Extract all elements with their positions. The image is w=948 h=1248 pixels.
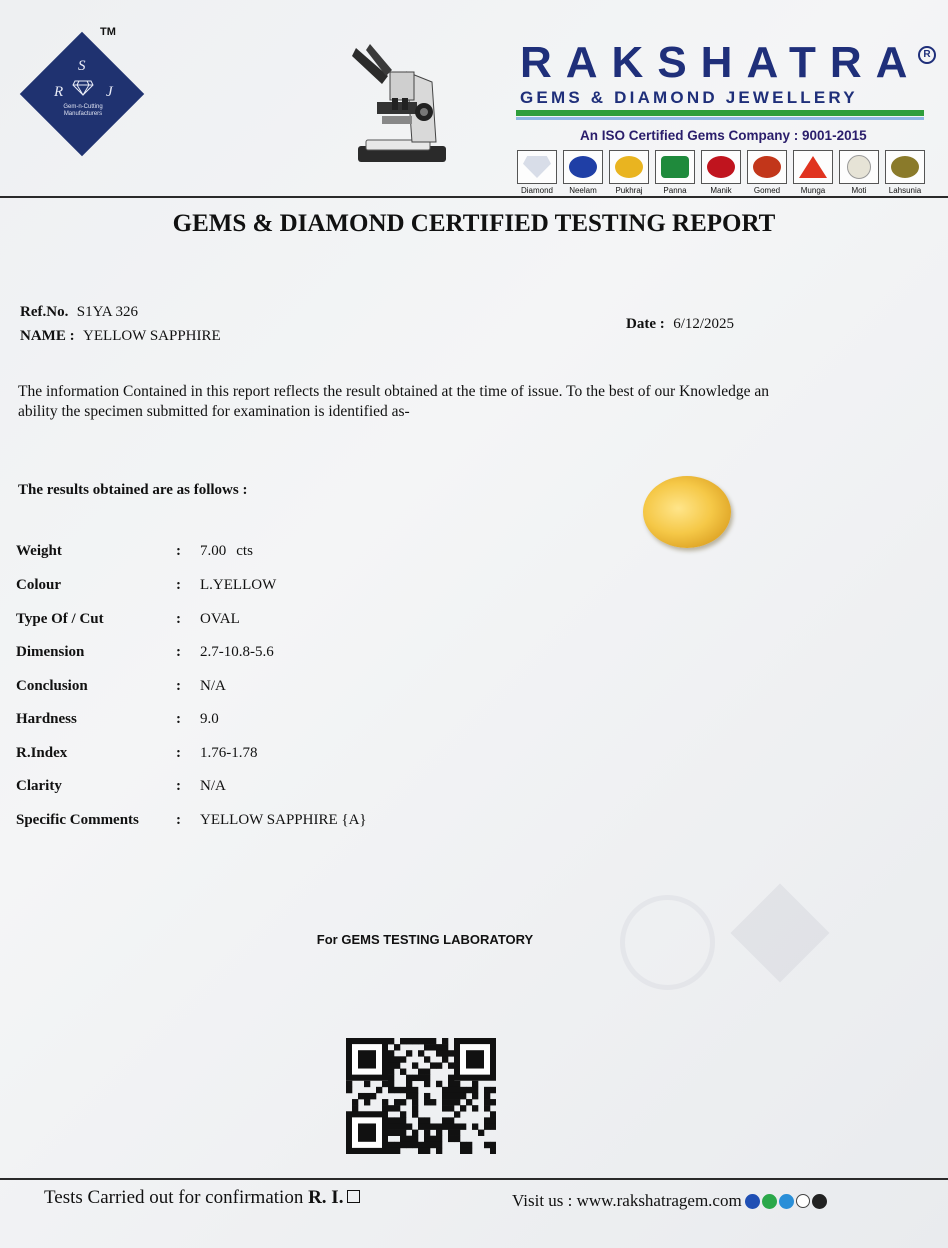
logo-tagline: Gem-n-Cutting Manufacturers xyxy=(63,104,103,117)
footer-confirmation-text: Tests Carried out for confirmation xyxy=(44,1187,304,1208)
diamond-gem-icon xyxy=(523,156,551,178)
result-label: Hardness xyxy=(16,711,77,727)
instagram-icon[interactable] xyxy=(812,1194,827,1209)
moti-gem-icon xyxy=(847,155,871,179)
website-link[interactable]: Visit us : www.rakshatragem.com xyxy=(512,1191,742,1210)
result-value: 2.7-10.8-5.6 xyxy=(200,644,274,660)
result-colon: : xyxy=(176,543,181,559)
ref-value: S1YA 326 xyxy=(76,304,139,320)
result-unit: cts xyxy=(236,543,253,559)
result-colon: : xyxy=(176,812,181,828)
result-value: 7.00 xyxy=(200,543,227,559)
date-label: Date : xyxy=(626,316,665,332)
facebook-icon[interactable] xyxy=(745,1194,760,1209)
result-value: L.YELLOW xyxy=(200,577,277,593)
gem-moti: Moti xyxy=(838,150,880,195)
result-value: N/A xyxy=(200,678,226,694)
header-divider xyxy=(0,196,948,198)
diamond-outline-icon xyxy=(72,80,94,96)
whatsapp-icon[interactable] xyxy=(762,1194,777,1209)
result-value: N/A xyxy=(200,778,226,794)
result-label: Conclusion xyxy=(16,678,88,694)
result-value: YELLOW SAPPHIRE {A} xyxy=(200,812,367,828)
result-colon: : xyxy=(176,778,181,794)
lahsunia-gem-icon xyxy=(891,156,919,178)
date-value: 6/12/2025 xyxy=(673,316,735,332)
checkbox-icon xyxy=(347,1190,360,1203)
result-row-conclusion xyxy=(16,678,226,695)
result-colon: : xyxy=(176,644,181,660)
logo-letter-s: S xyxy=(78,58,86,74)
date-line xyxy=(626,315,734,333)
neelam-gem-icon xyxy=(569,156,597,178)
registered-mark: R xyxy=(918,46,936,64)
youtube-icon[interactable] xyxy=(796,1194,810,1208)
result-label: Specific Comments xyxy=(16,812,139,828)
results-heading: The results obtained are as follows : xyxy=(18,482,248,498)
panna-gem-icon xyxy=(661,156,689,178)
ref-label: Ref.No. xyxy=(20,304,69,320)
intro-paragraph: The information Contained in this report reflects the result obtained at the time of issue. To the best of our Knowledge an ability the specimen submitted for examination is identified as- xyxy=(18,383,770,420)
result-value: 1.76-1.78 xyxy=(200,745,258,761)
name-value: YELLOW SAPPHIRE xyxy=(83,328,221,344)
footer-website xyxy=(512,1191,827,1211)
result-colon: : xyxy=(176,611,181,627)
manik-gem-icon xyxy=(707,156,735,178)
result-label: Dimension xyxy=(16,644,85,660)
gomed-gem-icon xyxy=(753,156,781,178)
result-label: Weight xyxy=(16,543,62,559)
result-row-rindex xyxy=(16,745,258,762)
blue-stripe xyxy=(516,117,924,120)
result-value: OVAL xyxy=(200,611,240,627)
footer-ri-label: R. I. xyxy=(308,1187,344,1208)
ref-line xyxy=(20,303,138,321)
result-value: 9.0 xyxy=(200,711,219,727)
gem-panna: Panna xyxy=(654,150,696,195)
gem-neelam: Neelam xyxy=(562,150,604,195)
gem-manik: Manik xyxy=(700,150,742,195)
result-colon: : xyxy=(176,577,181,593)
result-row-comments xyxy=(16,812,367,829)
result-row-weight xyxy=(16,543,253,560)
qr-code[interactable] xyxy=(346,1038,496,1154)
result-label: Clarity xyxy=(16,778,62,794)
name-label: NAME : xyxy=(20,328,75,344)
result-row-colour xyxy=(16,577,276,594)
result-label: R.Index xyxy=(16,745,68,761)
name-line xyxy=(20,327,221,345)
footer-divider xyxy=(0,1178,948,1180)
twitter-icon[interactable] xyxy=(779,1194,794,1209)
brand-subtitle: GEMS & DIAMOND JEWELLERY xyxy=(520,88,858,107)
pukhraj-gem-icon xyxy=(615,156,643,178)
gem-gomed: Gomed xyxy=(746,150,788,195)
logo-letter-r: R xyxy=(54,84,64,100)
result-label: Colour xyxy=(16,577,61,593)
result-colon: : xyxy=(176,745,181,761)
brand-name: RAKSHATRA xyxy=(520,38,922,87)
report-title: GEMS & DIAMOND CERTIFIED TESTING REPORT xyxy=(172,210,776,237)
result-colon: : xyxy=(176,711,181,727)
result-colon: : xyxy=(176,678,181,694)
trademark-mark: TM xyxy=(100,26,116,38)
signature-line: For GEMS TESTING LABORATORY xyxy=(316,932,534,947)
green-stripe xyxy=(516,110,924,116)
result-row-hardness xyxy=(16,711,219,728)
gem-lahsunia: Lahsunia xyxy=(884,150,926,195)
result-row-dimension xyxy=(16,644,274,661)
footer-confirmation xyxy=(44,1187,360,1209)
result-label: Type Of / Cut xyxy=(16,611,104,627)
gem-pukhraj: Pukhraj xyxy=(608,150,650,195)
gem-munga: Munga xyxy=(792,150,834,195)
munga-gem-icon xyxy=(799,156,827,178)
gem-legend xyxy=(516,150,926,195)
iso-line: An ISO Certified Gems Company : 9001-2015 xyxy=(580,128,867,143)
gem-diamond: Diamond xyxy=(516,150,558,195)
result-row-clarity xyxy=(16,778,226,795)
gemstone-photo xyxy=(643,476,731,548)
logo-letter-j: J xyxy=(106,84,113,100)
result-row-cut xyxy=(16,611,240,628)
microscope-icon xyxy=(352,42,452,167)
